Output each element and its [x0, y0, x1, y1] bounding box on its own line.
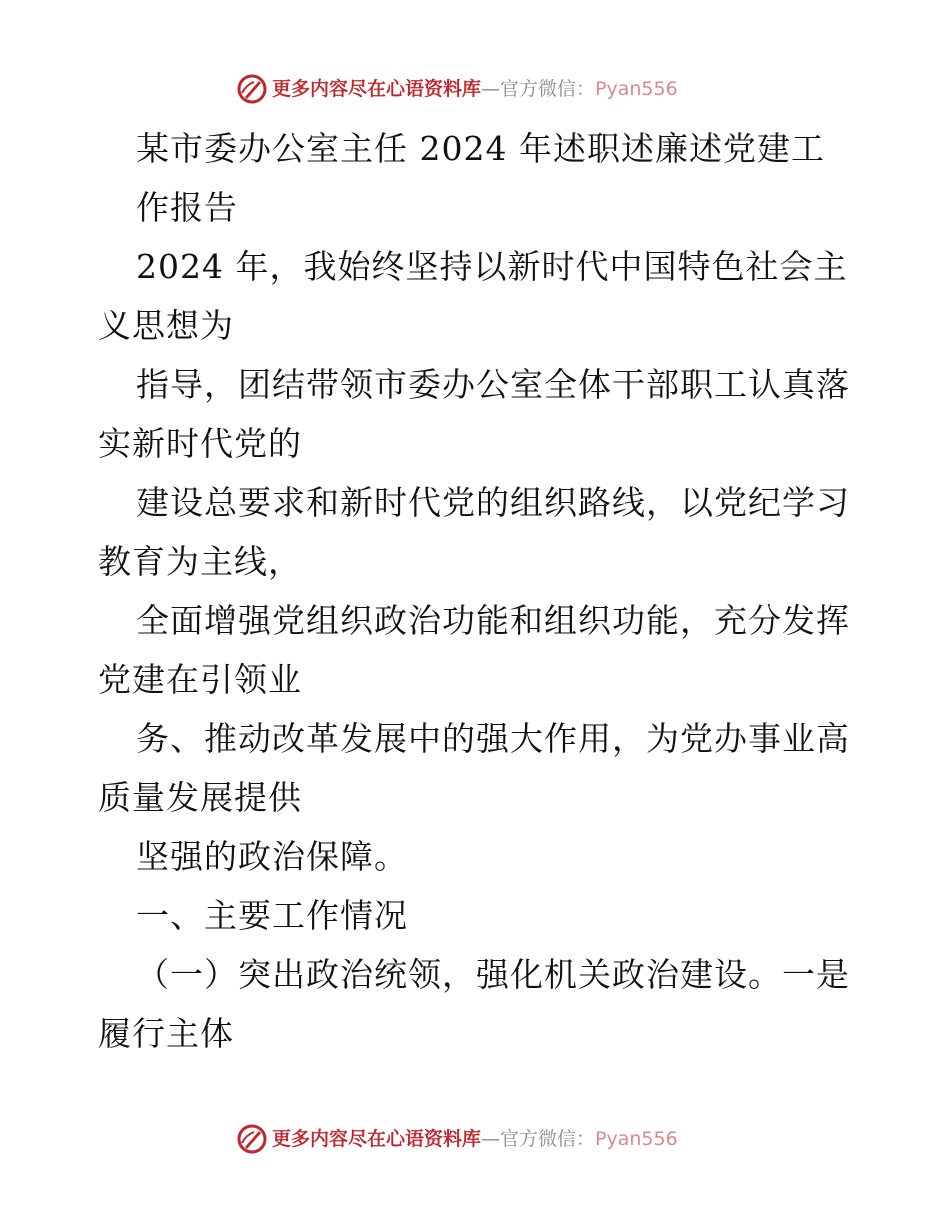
banner-brand-text: 更多内容尽在心语资料库	[272, 78, 482, 100]
banner-text	[272, 76, 678, 102]
paragraph-line: 义思想为	[98, 306, 234, 345]
title-line-2: 作报告	[136, 188, 238, 227]
paragraph-line: 质量发展提供	[98, 778, 302, 817]
paragraph-line: 全面增强党组织政治功能和组织功能，充分发挥	[136, 601, 850, 640]
section-heading: 一、主要工作情况	[136, 896, 408, 935]
banner-dash: —	[481, 78, 501, 100]
title-line-1: 某市委办公室主任 2024 年述职述廉述党建工	[136, 129, 825, 168]
paragraph-line: 党建在引领业	[98, 660, 302, 699]
paragraph-line: 教育为主线，	[98, 542, 302, 581]
banner-wechat-label: 官方微信：	[500, 1128, 596, 1150]
subsection-line: （一）突出政治统领，强化机关政治建设。一是	[136, 955, 850, 994]
paragraph-line: 实新时代党的	[98, 424, 302, 463]
banner-dash: —	[481, 1128, 501, 1150]
paragraph-line: 2024 年，我始终坚持以新时代中国特色社会主	[136, 247, 848, 286]
paragraph-line: 指导，团结带领市委办公室全体干部职工认真落	[136, 365, 850, 404]
quill-pen-logo-icon	[236, 73, 268, 105]
paragraph-line: 坚强的政治保障。	[136, 837, 408, 876]
header-banner	[0, 70, 950, 110]
banner-wechat-id: Pyan556	[595, 1128, 678, 1150]
document-body	[98, 119, 858, 1063]
paragraph-line: 履行主体	[98, 1014, 234, 1053]
banner-wechat-id: Pyan556	[595, 78, 678, 100]
quill-pen-logo-icon	[236, 1123, 268, 1155]
banner-text	[272, 1126, 678, 1152]
paragraph-line: 务、推动改革发展中的强大作用，为党办事业高	[136, 719, 850, 758]
footer-banner	[0, 1120, 950, 1160]
banner-brand-text: 更多内容尽在心语资料库	[272, 1128, 482, 1150]
paragraph-line: 建设总要求和新时代党的组织路线，以党纪学习	[136, 483, 850, 522]
banner-wechat-label: 官方微信：	[500, 78, 596, 100]
